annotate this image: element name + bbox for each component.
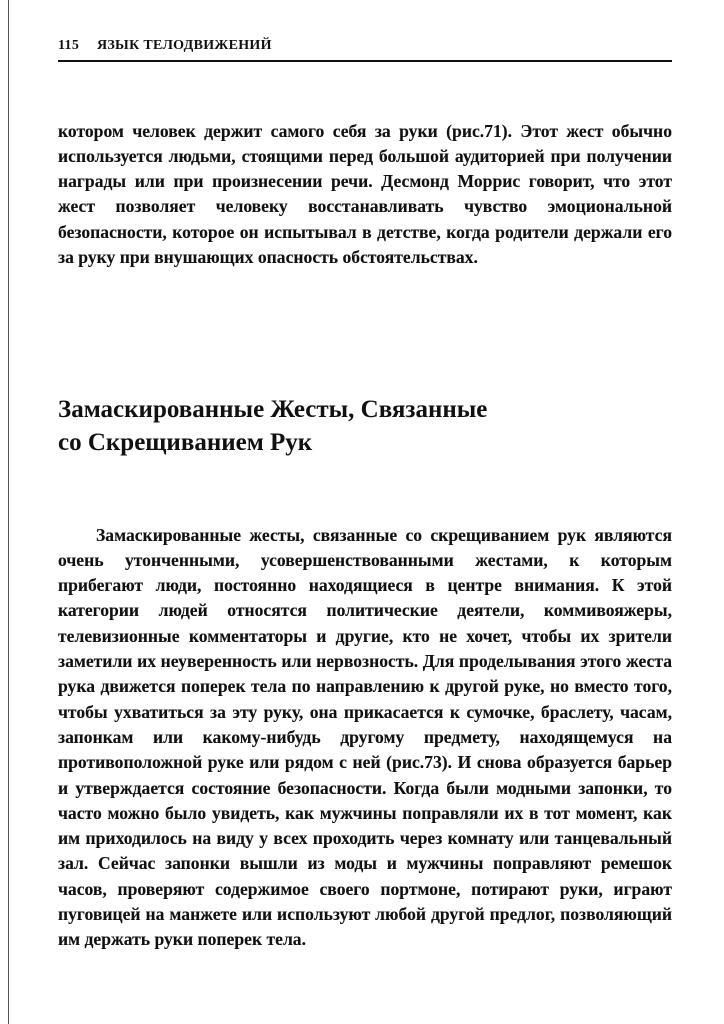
section-heading-line-2: со Скрещиванием Рук [58, 429, 313, 456]
body-paragraph-2: Замаскированные жесты, связанные со скрещиванием рук являются очень утонченными, усовершенствованными жестами, к которым прибегают люди, постоянно находящиеся в центре внимания. К этой категории людей относятся политические деятели, коммивояжеры, телевизионные комментаторы и другие, кто не хочет, чтобы их зрители заметили их неуверенность или нервозность. Для проделывания этого жеста рука движется поперек тела по направлению к другой руке, но вместо того, чтобы ухватиться за эту руку, она прикасается к сумочке, браслету, часам, запонкам или какому-нибудь другому предмету, находящемуся на противоположной руке или рядом с ней (рис.73). И снова образуется барьер и утверждается состояние безопасности. Когда были модными запонки, то часто можно было увидеть, как мужчины поправляли их в тот момент, как им приходилось на виду у всех проходить через комнату или танцевальный зал. Сейчас запонки вышли из моды и мужчины поправляют ремешок часов, проверяют содержимое своего портмоне, потирают руки, играют пуговицей на манжете или используют любой другой предлог, позволяющий им держать руки поперек тела. [58, 524, 672, 950]
running-title: ЯЗЫК ТЕЛОДВИЖЕНИЙ [96, 38, 272, 53]
section-heading [58, 393, 672, 459]
body-paragraph-1: котором человек держит самого себя за руки (рис.71). Этот жест обычно используется людьми, стоящими перед большой аудиторией при получении награды или при произнесении речи. Десмонд Моррис говорит, что этот жест позволяет человеку восстанавливать чувство эмоциональной безопасности, которое он испытывал в детстве, когда родители держали его за руку при внушающих опасность обстоятельствах. [58, 120, 672, 268]
section-heading-line-1: Замаскированные Жесты, Связанные [58, 396, 488, 423]
page-left-edge [8, 0, 9, 1024]
running-header [58, 38, 672, 60]
header-rule [58, 60, 672, 62]
page-number: 115 [58, 38, 80, 53]
